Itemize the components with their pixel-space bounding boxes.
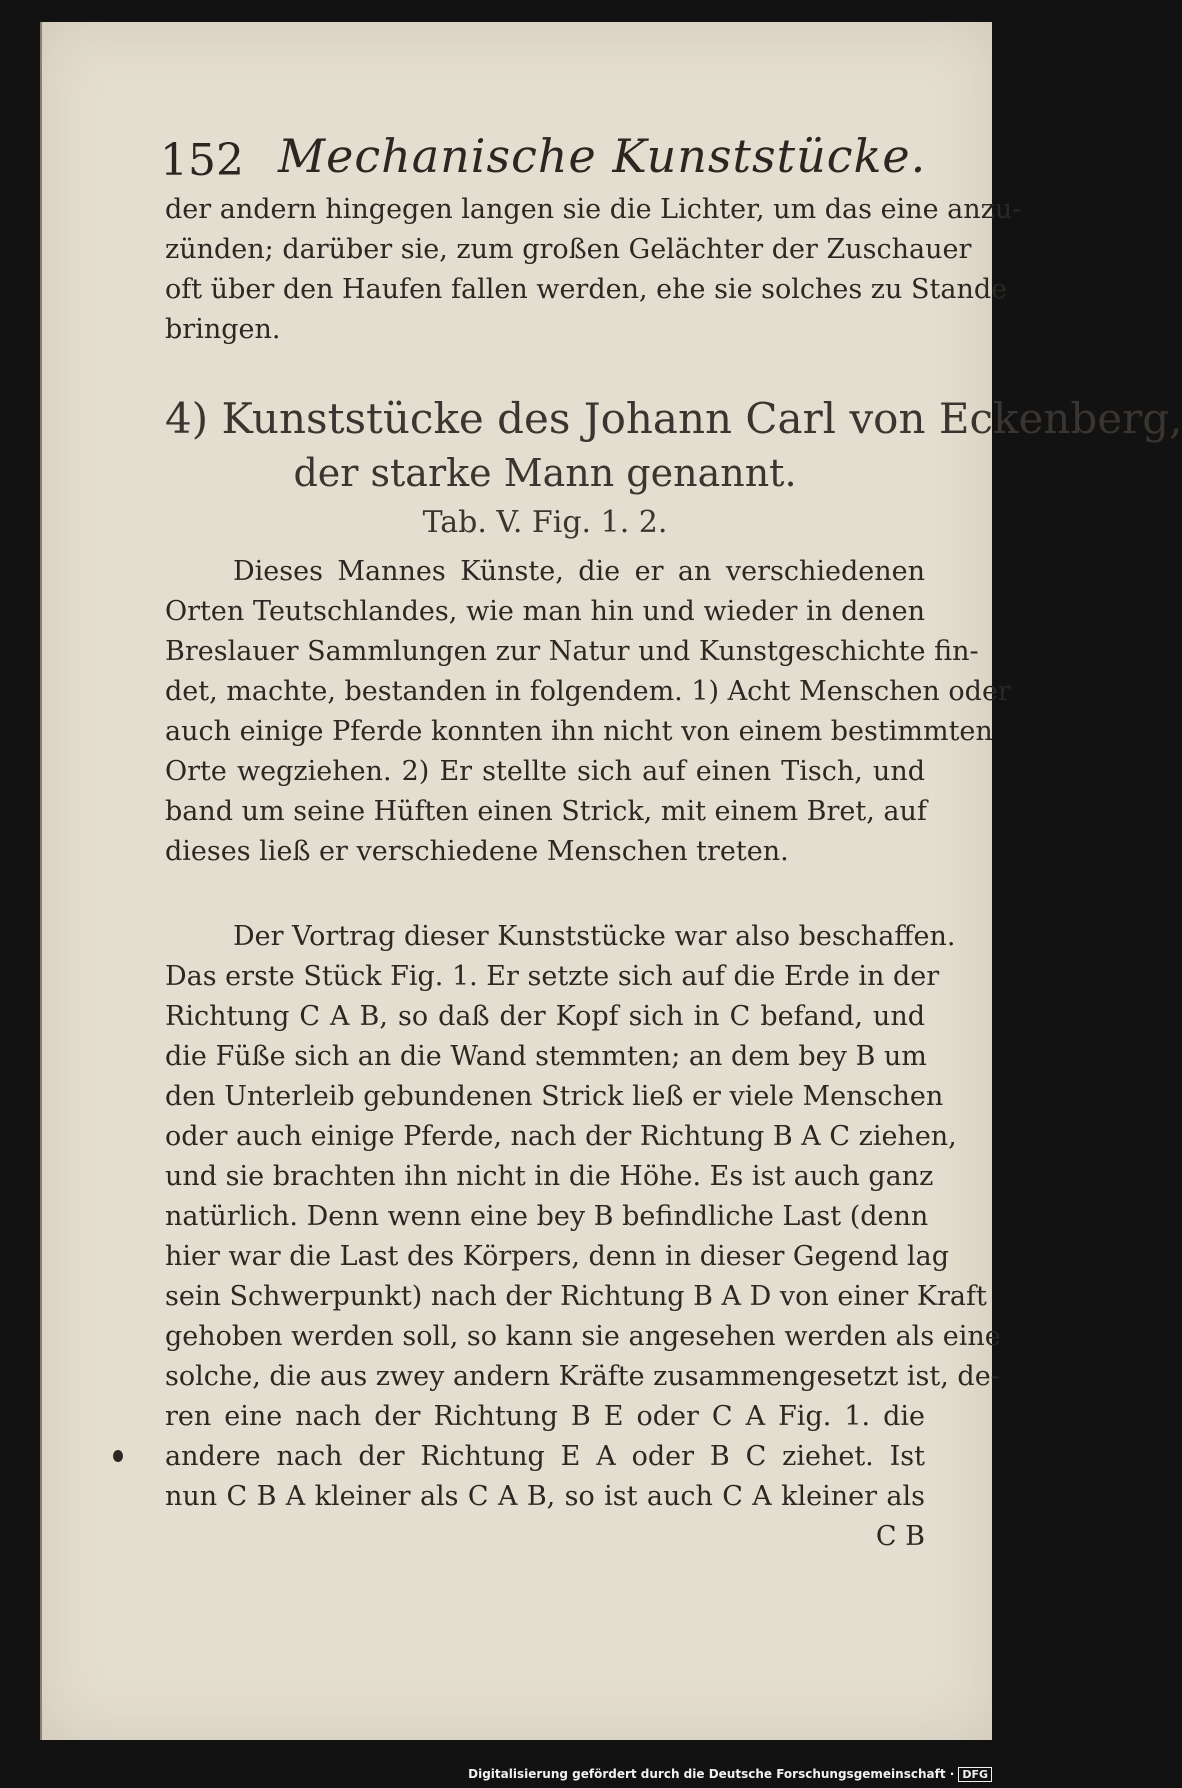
paragraph-description: [165, 552, 1011, 872]
heading-subtitle: der starke Mann genannt.: [293, 451, 797, 495]
running-title: Mechanische Kunststücke.: [278, 129, 927, 183]
text-line: andere nach der Richtung E A oder B C ziehet. Ist: [165, 1441, 925, 1472]
text-line: nun C B A kleiner als C A B, so ist auch C A kleiner als: [165, 1481, 925, 1512]
paragraph-explanation: [165, 917, 1001, 1557]
text-line: oder auch einige Pferde, nach der Richtung B A C ziehen,: [165, 1121, 957, 1152]
text-line: gehoben werden soll, so kann sie angesehen werden als eine: [165, 1321, 1001, 1352]
dfg-logo: DFG: [958, 1767, 992, 1782]
text-line: Richtung C A B, so daß der Kopf sich in C befand, und: [165, 1001, 925, 1032]
text-line: den Unterleib gebundenen Strick ließ er viele Menschen: [165, 1081, 944, 1112]
text-line: Breslauer Sammlungen zur Natur und Kunstgeschichte fin-: [165, 636, 979, 667]
text-line: auch einige Pferde konnten ihn nicht von einem bestimmten: [165, 716, 993, 747]
heading-title: 4) Kunststücke des Johann Carl von Eckenberg,: [165, 394, 1182, 443]
ink-spot: [113, 1450, 123, 1462]
text-line: oft über den Haufen fallen werden, ehe sie solches zu Stande: [165, 274, 1008, 305]
text-line: Orte wegziehen. 2) Er stellte sich auf einen Tisch, und: [165, 756, 925, 787]
page-header: [160, 127, 927, 197]
heading-figure-reference: Tab. V. Fig. 1. 2.: [422, 505, 668, 540]
paragraph-continuation: [165, 190, 1022, 350]
text-line: natürlich. Denn wenn eine bey B befindliche Last (denn: [165, 1201, 929, 1232]
text-line: Der Vortrag dieser Kunststücke war also beschaffen.: [233, 921, 956, 952]
text-line: sein Schwerpunkt) nach der Richtung B A D von einer Kraft: [165, 1281, 987, 1312]
text-line: det, machte, bestanden in folgendem. 1) Acht Menschen oder: [165, 676, 1011, 707]
text-line: zünden; darüber sie, zum großen Gelächter der Zuschauer: [165, 234, 972, 265]
text-line: die Füße sich an die Wand stemmten; an dem bey B um: [165, 1041, 927, 1072]
text-line: hier war die Last des Körpers, denn in dieser Gegend lag: [165, 1241, 950, 1272]
digitization-credit: [468, 1767, 992, 1782]
text-line: solche, die aus zwey andern Kräfte zusammengesetzt ist, de-: [165, 1361, 1000, 1392]
text-line: und sie brachten ihn nicht in die Höhe. Es ist auch ganz: [165, 1161, 934, 1192]
text-line: Das erste Stück Fig. 1. Er setzte sich auf die Erde in der: [165, 961, 940, 992]
credit-text: Digitalisierung gefördert durch die Deutsche Forschungsgemeinschaft ·: [468, 1767, 955, 1781]
text-line: band um seine Hüften einen Strick, mit einem Bret, auf: [165, 796, 927, 827]
page-number: 152: [160, 135, 244, 186]
text-line: ren eine nach der Richtung B E oder C A Fig. 1. die: [165, 1401, 925, 1432]
text-line: bringen.: [165, 314, 281, 345]
text-line: Dieses Mannes Künste, die er an verschiedenen: [233, 556, 925, 587]
section-heading: [165, 392, 1182, 546]
text-line: Orten Teutschlandes, wie man hin und wieder in denen: [165, 596, 925, 627]
text-line: der andern hingegen langen sie die Lichter, um das eine anzu-: [165, 194, 1022, 225]
text-line: dieses ließ er verschiedene Menschen treten.: [165, 836, 789, 867]
catchword: C B: [875, 1521, 925, 1552]
